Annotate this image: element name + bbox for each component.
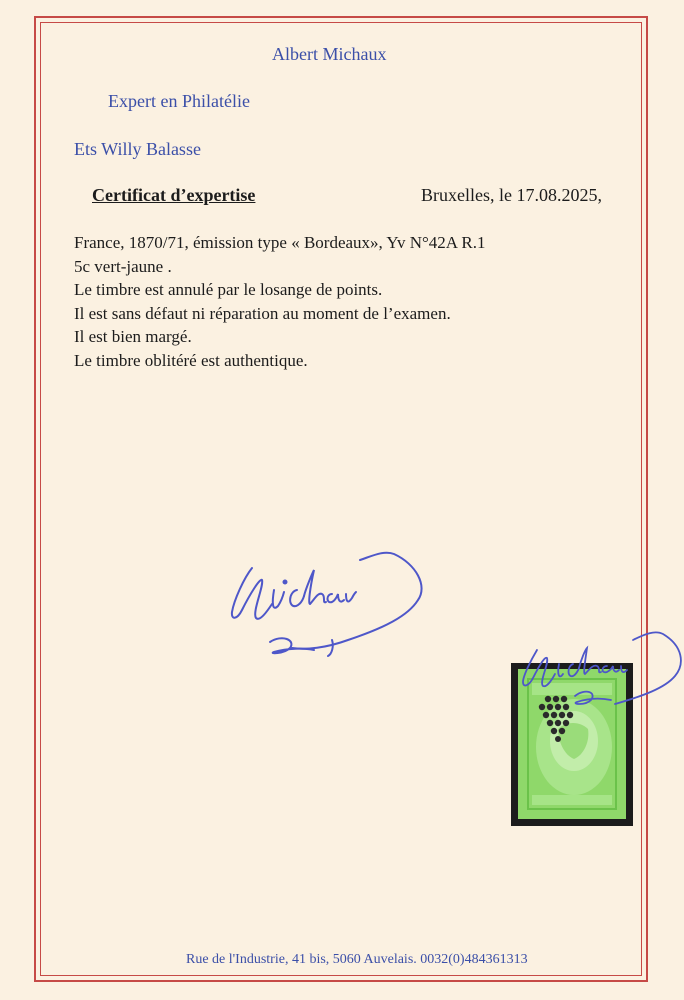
body-line: Le timbre est annulé par le losange de points. <box>74 280 383 299</box>
expert-signature <box>222 530 427 680</box>
inner-border <box>40 22 642 976</box>
body-line: Il est bien margé. <box>74 327 192 346</box>
body-line: Il est sans défaut ni réparation au moment de l’examen. <box>74 303 451 323</box>
expert-company: Ets Willy Balasse <box>74 139 201 159</box>
footer-address: Rue de l'Industrie, 41 bis, 5060 Auvelais. 0032(0)484361313 <box>186 952 528 967</box>
body-line: France, 1870/71, émission type « Bordeaux», Yv N°42A R.1 <box>74 233 486 252</box>
certificate-body <box>74 231 485 372</box>
body-line: 5c vert-jaune . <box>74 256 172 276</box>
expert-title: Expert en Philatélie <box>108 91 250 111</box>
certificate-title: Certificat d’expertise <box>92 185 256 205</box>
expert-name: Albert Michaux <box>272 44 387 64</box>
place-date: Bruxelles, le 17.08.2025, <box>421 185 602 205</box>
stamp-signature <box>515 620 684 710</box>
body-line: Le timbre oblitéré est authentique. <box>74 350 308 370</box>
